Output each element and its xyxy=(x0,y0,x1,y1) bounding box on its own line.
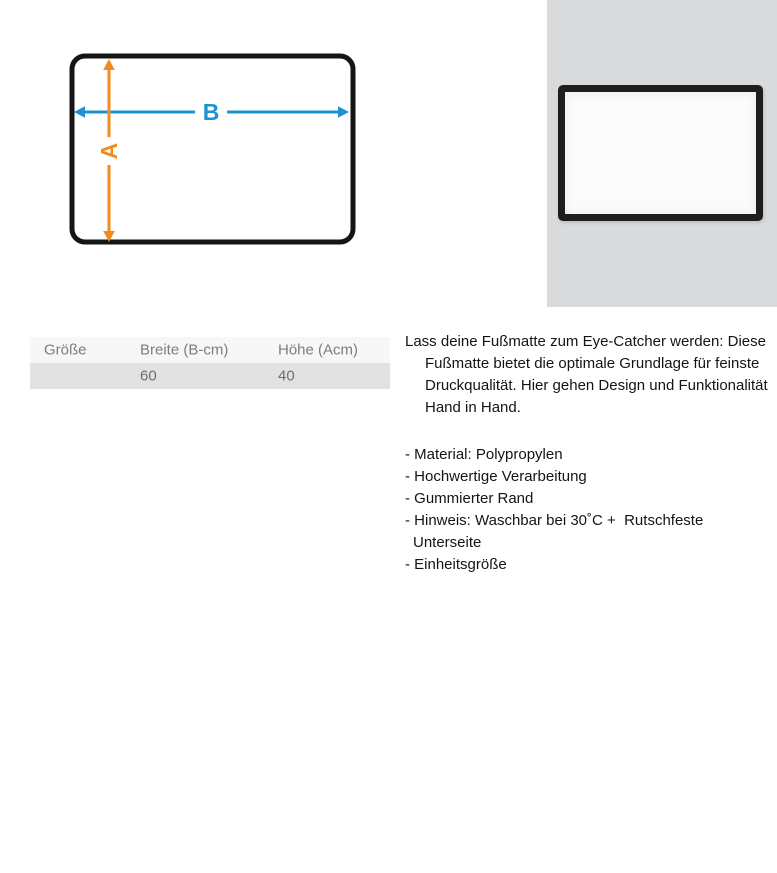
feature-item: - Hinweis: Waschbar bei 30˚C + Rutschfeste xyxy=(405,512,704,529)
product-description xyxy=(405,331,777,576)
cell-breite: 60 xyxy=(140,367,157,385)
feature-item: - Hochwertige Verarbeitung xyxy=(405,468,587,485)
size-table-header-row xyxy=(30,337,390,363)
feature-item: - Einheitsgröße xyxy=(405,556,507,573)
header-breite: Breite (B-cm) xyxy=(140,341,229,359)
feature-item-continuation: Unterseite xyxy=(413,534,482,551)
size-table-row xyxy=(30,363,390,389)
paragraph-line: Fußmatte bietet die optimale Grundlage für feinste xyxy=(425,355,760,372)
feature-list xyxy=(405,444,777,576)
feature-item: - Material: Polypropylen xyxy=(405,446,563,463)
product-photo-panel xyxy=(547,0,777,307)
paragraph-line: Druckqualität. Hier gehen Design und Funktionalität xyxy=(425,377,768,394)
feature-item: - Gummierter Rand xyxy=(405,490,534,507)
cell-hoehe: 40 xyxy=(278,367,295,385)
description-paragraph xyxy=(405,331,777,419)
width-label: B xyxy=(202,99,220,125)
size-table xyxy=(30,337,390,389)
height-label: A xyxy=(96,142,122,160)
header-groesse: Größe xyxy=(44,341,87,359)
doormat-image xyxy=(558,85,763,221)
paragraph-line: Lass deine Fußmatte zum Eye-Catcher werden: Diese xyxy=(405,333,766,350)
header-hoehe: Höhe (Acm) xyxy=(278,341,359,359)
paragraph-line: Hand in Hand. xyxy=(425,399,521,416)
dimension-diagram xyxy=(69,53,356,245)
